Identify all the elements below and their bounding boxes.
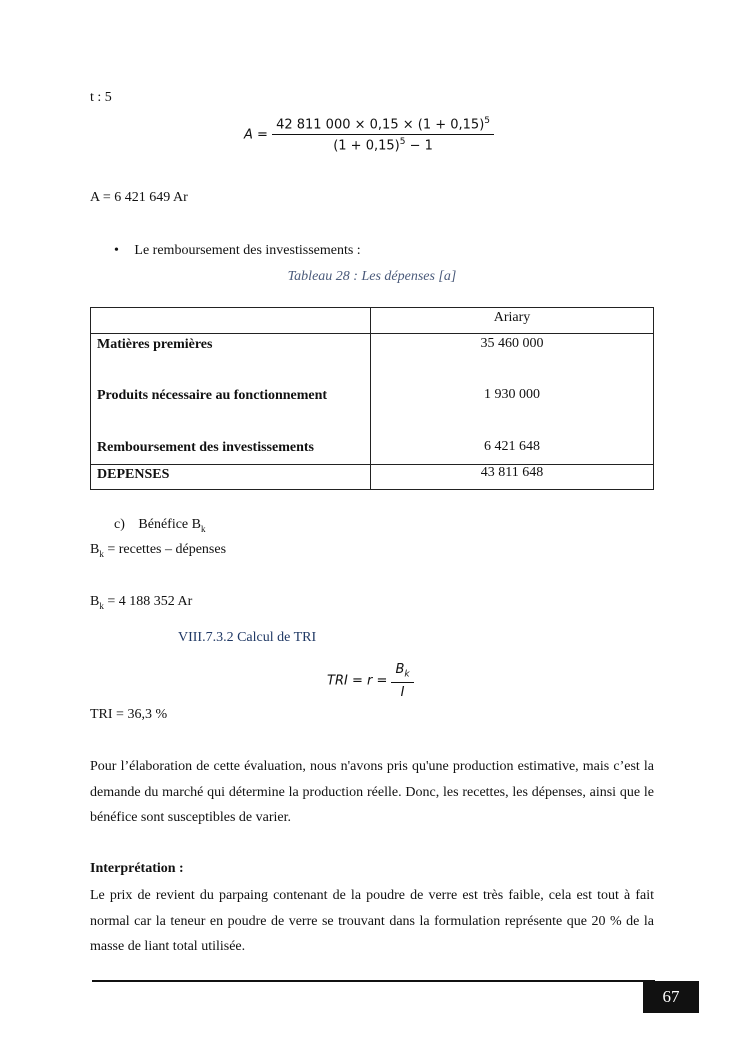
row-value-3: 6 421 648 bbox=[484, 439, 540, 454]
bullet-icon: • bbox=[114, 243, 119, 258]
bullet-item bbox=[114, 243, 361, 259]
formula-a-fraction bbox=[272, 116, 494, 154]
row-label-2: Produits nécessaire au fonctionnement bbox=[97, 388, 328, 403]
formula-tri-lhs: TRI = r = bbox=[327, 673, 388, 689]
bk-def-rest: = recettes – dépenses bbox=[103, 542, 227, 557]
total-value: 43 811 648 bbox=[371, 465, 654, 490]
formula-a-lhs: A = bbox=[244, 127, 268, 143]
paragraph-interpretation: Le prix de revient du parpaing contenant de la poudre de verre est très faible, cela est tout à fait normal car la teneur en poudre de verre se trouvant dans la formulation représente que 20 % de la masse de liant total utilisée. bbox=[90, 888, 654, 954]
total-label: DEPENSES bbox=[91, 465, 371, 490]
section-c-marker: c) bbox=[114, 517, 125, 532]
t-line: t : 5 bbox=[90, 90, 112, 105]
paragraph-evaluation: Pour l’élaboration de cette évaluation, nous n'avons pris qu'une production estimative, mais c’est la demande du marché qui détermine la production réelle. Donc, les recettes, les dépenses, ainsi que le bénéfice sont susceptibles de varier. bbox=[90, 759, 654, 825]
bullet-text: Le remboursement des investissements : bbox=[134, 243, 361, 258]
expenses-table bbox=[90, 307, 654, 490]
formula-a-denominator: (1 + 0,15) bbox=[333, 138, 400, 154]
table-row bbox=[91, 334, 654, 465]
bk-value-b: B bbox=[90, 594, 100, 609]
table-header-empty bbox=[91, 308, 371, 334]
subsection-title: VIII.7.3.2 Calcul de TRI bbox=[178, 630, 317, 645]
formula-a-numerator: 42 811 000 × 0,15 × (1 + 0,15) bbox=[276, 117, 485, 133]
bk-def-sub: k bbox=[99, 548, 104, 559]
bk-value-sub: k bbox=[99, 600, 104, 611]
formula-tri-num: B bbox=[395, 662, 405, 677]
bk-def-b: B bbox=[90, 542, 100, 557]
formula-tri-fraction bbox=[391, 662, 413, 700]
section-c-sub: k bbox=[200, 523, 206, 534]
table-header-value: Ariary bbox=[371, 308, 654, 334]
a-result: A = 6 421 649 Ar bbox=[90, 190, 188, 205]
formula-tri-den: I bbox=[400, 684, 405, 700]
row-value-1: 35 460 000 bbox=[480, 336, 544, 351]
section-c-title: Bénéfice B bbox=[138, 517, 201, 532]
formula-a-denominator-exp: 5 bbox=[399, 137, 406, 148]
bk-value bbox=[90, 594, 192, 611]
page-number: 67 bbox=[643, 981, 699, 1013]
row-label-1: Matières premières bbox=[97, 337, 213, 352]
formula-a bbox=[244, 116, 494, 154]
table-header-row bbox=[91, 308, 654, 334]
interpretation-title: Interprétation : bbox=[90, 861, 184, 876]
bk-value-rest: = 4 188 352 Ar bbox=[103, 594, 193, 609]
row-value-2: 1 930 000 bbox=[484, 387, 540, 402]
section-c-heading bbox=[114, 517, 205, 534]
formula-tri bbox=[327, 662, 414, 700]
tri-result: TRI = 36,3 % bbox=[90, 707, 168, 722]
formula-a-denominator-tail: − 1 bbox=[405, 138, 433, 154]
table-total-row bbox=[91, 465, 654, 490]
table-caption: Tableau 28 : Les dépenses [a] bbox=[287, 269, 457, 284]
bk-definition bbox=[90, 542, 226, 559]
footer-rule bbox=[92, 980, 655, 982]
formula-tri-num-sub: k bbox=[404, 669, 410, 680]
formula-a-numerator-exp: 5 bbox=[484, 116, 491, 126]
row-label-3: Remboursement des investissements bbox=[97, 440, 314, 455]
